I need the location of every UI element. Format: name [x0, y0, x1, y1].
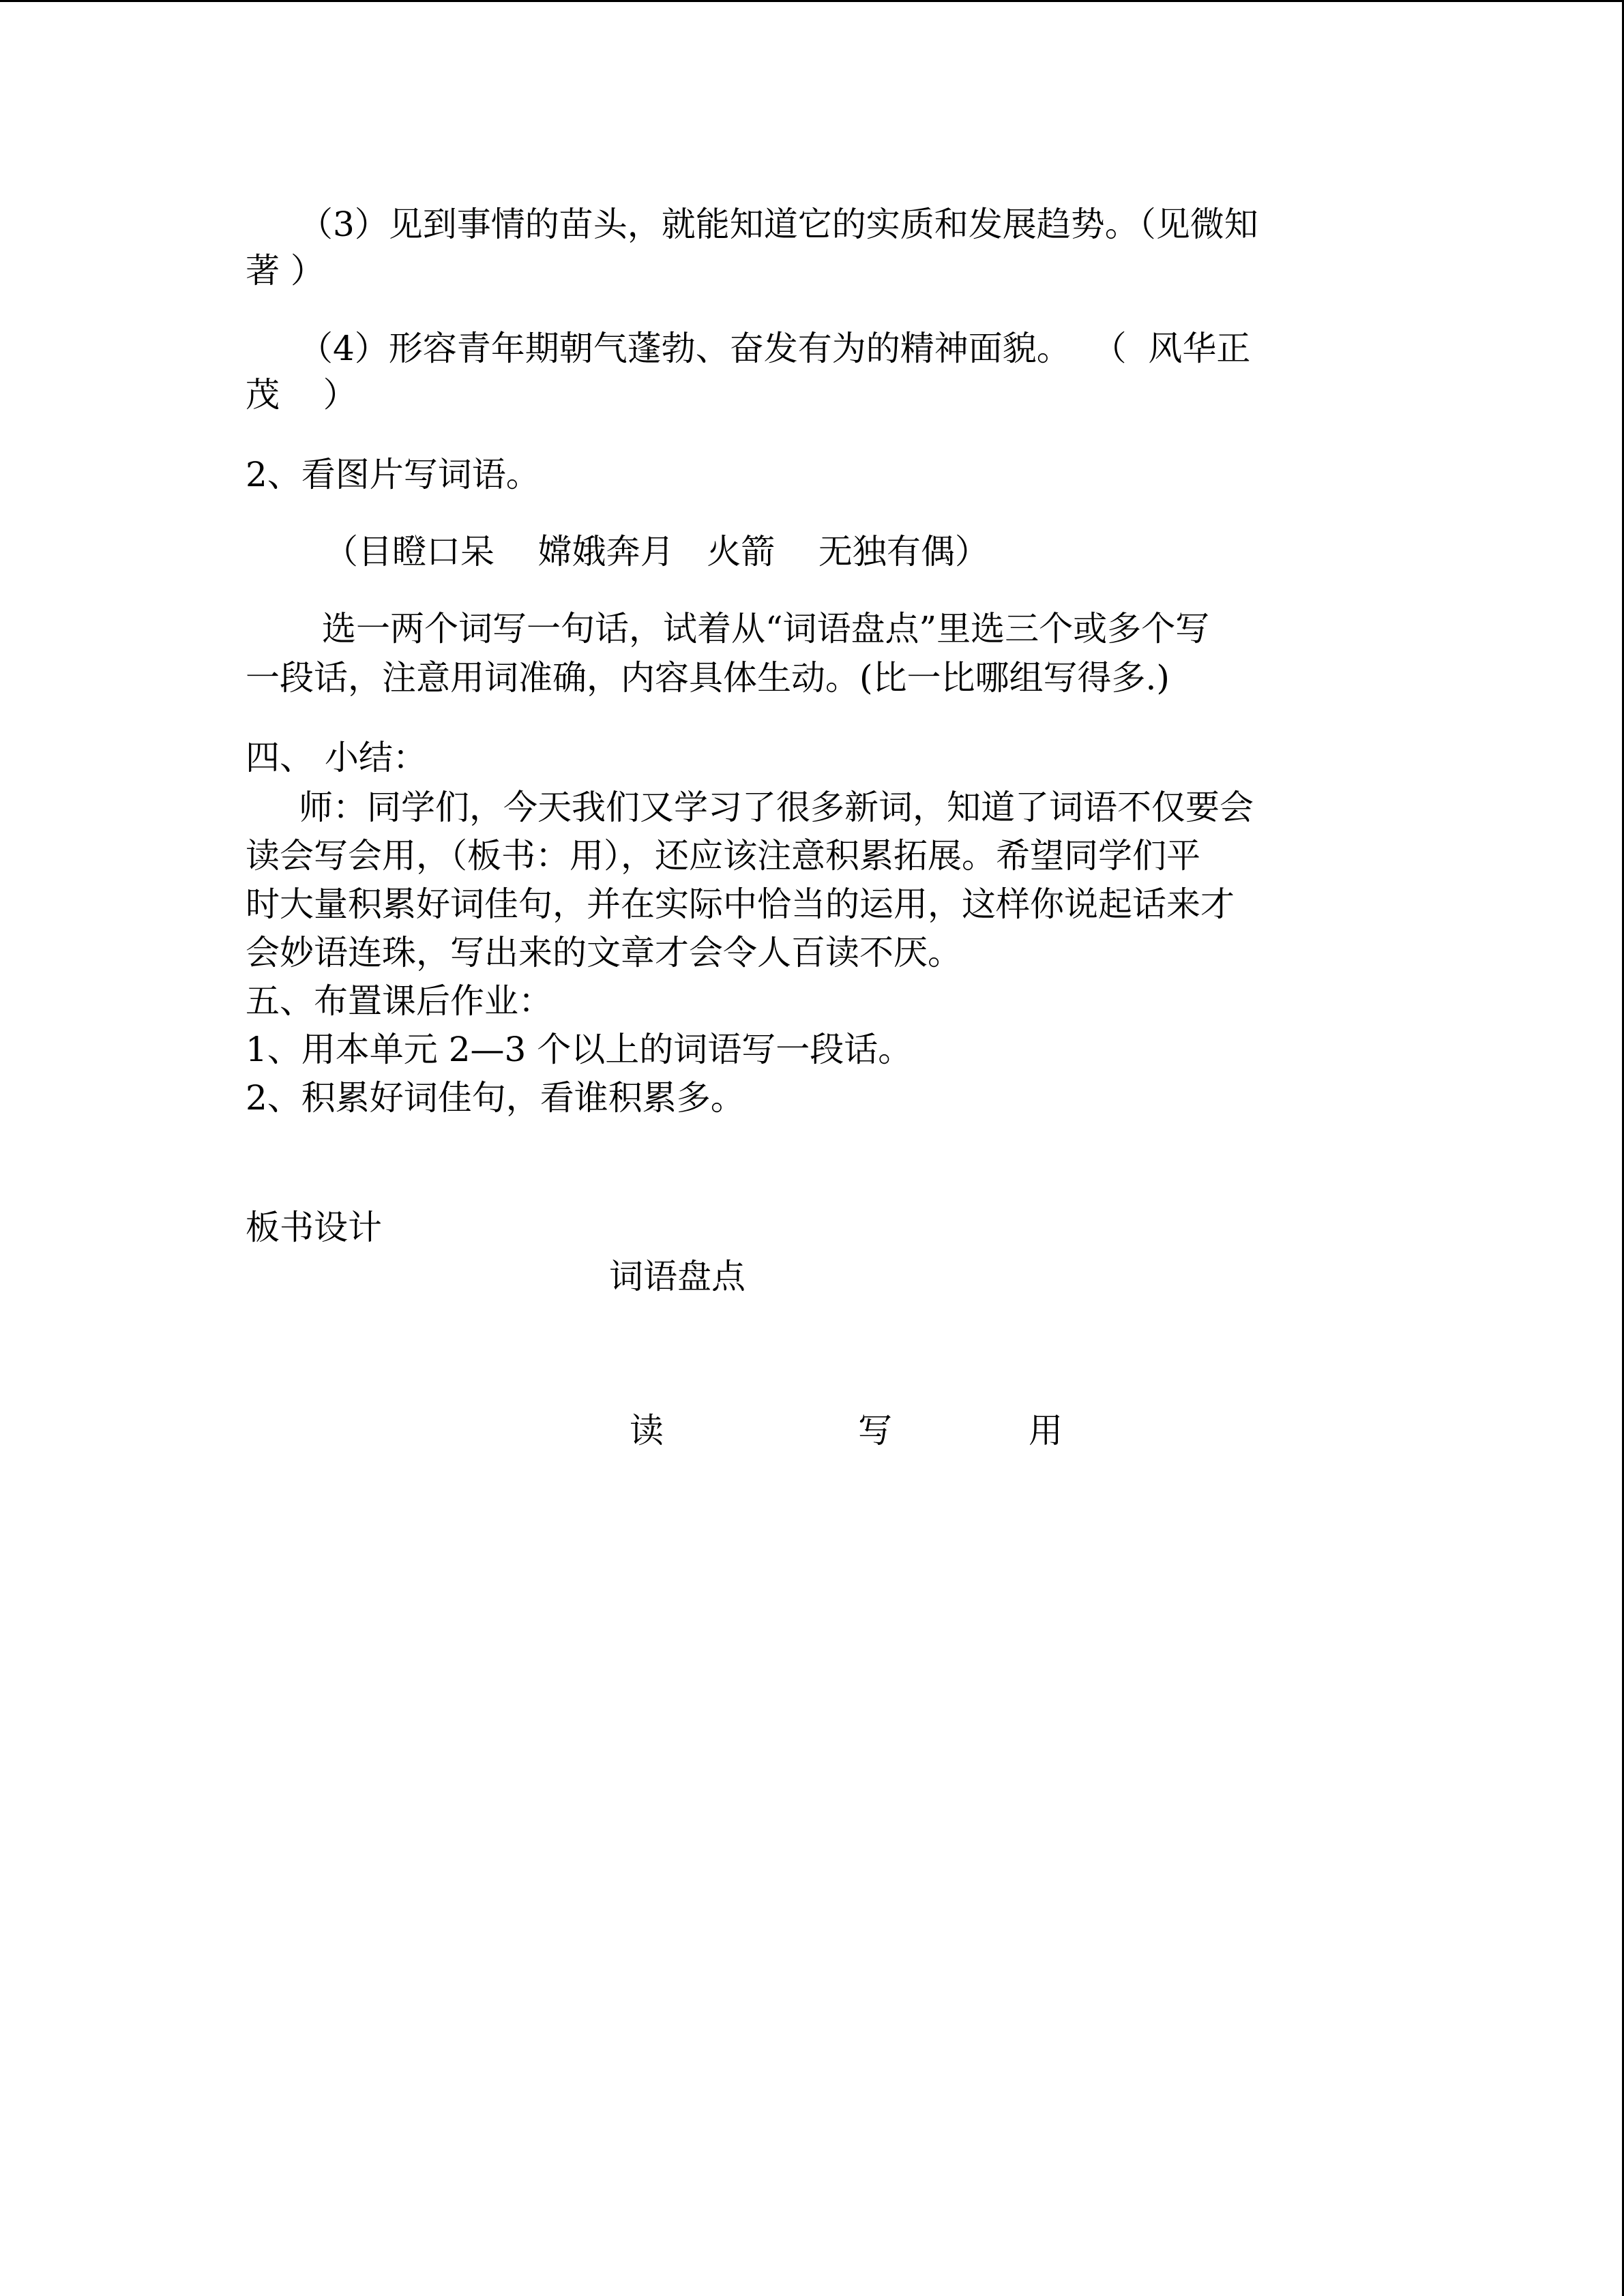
homework-item-1: 1、用本单元 2—3 个以上的词语写一段话。 [246, 1030, 913, 1069]
homework-heading: 五、布置课后作业： [246, 981, 552, 1021]
summary-line-4: 会妙语连珠，写出来的文章才会令人百读不厌。 [246, 933, 962, 972]
summary-line-2: 读会写会用，（板书：用），还应该注意积累拓展。希望同学们平 [246, 836, 1200, 876]
writing-task-line-1: 选一两个词写一句话，试着从“词语盘点”里选三个或多个写 [322, 609, 1210, 648]
item-4-line-2: 茂 ） [246, 375, 357, 415]
board-heading: 板书设计 [246, 1208, 382, 1247]
summary-heading: 四、 小结： [246, 738, 427, 777]
item-3-line-2: 著 ） [246, 251, 325, 290]
item-3-line-1: （3）见到事情的苗头，就能知道它的实质和发展趋势。（见微知 [299, 205, 1258, 244]
board-word-use: 用 [1029, 1411, 1063, 1450]
board-title: 词语盘点 [609, 1257, 745, 1296]
homework-item-2: 2、积累好词佳句，看谁积累多。 [246, 1078, 745, 1118]
summary-line-3: 时大量积累好词佳句，并在实际中恰当的运用，这样你说起话来才 [246, 884, 1235, 924]
writing-task-line-2: 一段话，注意用词准确，内容具体生动。(比一比哪组写得多.) [246, 658, 1170, 698]
board-word-read: 读 [630, 1411, 664, 1450]
board-word-write: 写 [858, 1411, 892, 1450]
section-2-heading: 2、看图片写词语。 [246, 455, 540, 494]
words-line: （目瞪口呆 嫦娥奔月 火箭 无独有偶） [324, 532, 989, 571]
summary-line-1: 师：同学们，今天我们又学习了很多新词，知道了词语不仅要会 [299, 788, 1254, 827]
item-4-line-1: （4）形容青年期朝气蓬勃、奋发有为的精神面貌。 （ 风华正 [299, 329, 1251, 368]
